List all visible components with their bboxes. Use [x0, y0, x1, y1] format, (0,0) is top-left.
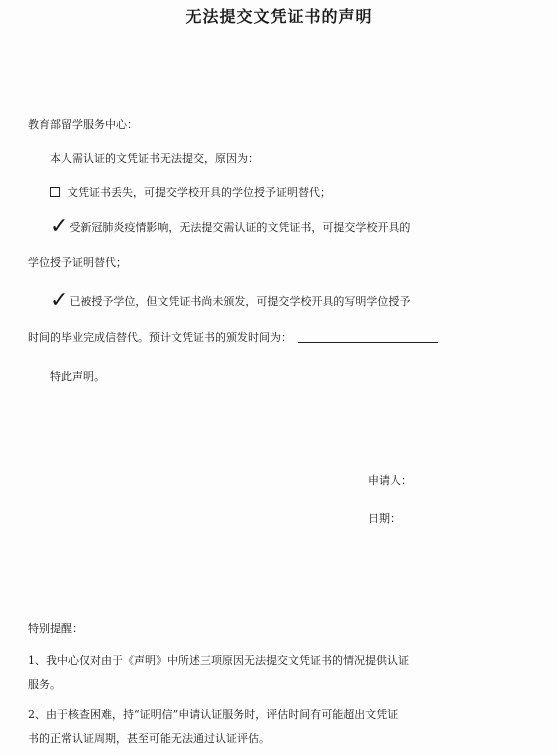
intro-line: 本人需认证的文凭证书无法提交，原因为： — [50, 152, 259, 165]
option-3-continuation-text: 时间的毕业完成信替代。预计文凭证书的颁发时间为： — [28, 331, 292, 344]
recipient-line: 教育部留学服务中心： — [28, 118, 138, 131]
notice-title: 特别提醒： — [28, 622, 83, 635]
option-3 — [50, 288, 411, 313]
document-title: 无法提交文凭证书的声明 — [185, 7, 373, 26]
option-2 — [50, 214, 411, 239]
closing-line: 特此声明。 — [50, 370, 105, 383]
option-1 — [50, 186, 331, 200]
option-2-text: 受新冠肺炎疫情影响，无法提交需认证的文凭证书，可提交学校开具的 — [69, 221, 411, 234]
checkmark-icon: ✓ — [50, 288, 69, 313]
option-2-continuation: 学位授予证明替代； — [28, 256, 127, 269]
option-3-text: 已被授予学位，但文凭证书尚未颁发，可提交学校开具的写明学位授予 — [69, 295, 411, 308]
checkmark-icon: ✓ — [50, 214, 69, 239]
issue-date-blank — [298, 330, 438, 343]
date-label: 日期： — [368, 512, 401, 525]
option-3-continuation — [28, 330, 438, 345]
applicant-label: 申请人： — [368, 474, 412, 487]
notice-item-1-line-1: 1、我中心仅对由于《声明》中所述三项原因无法提交文凭证书的情况提供认证 — [28, 654, 409, 667]
notice-item-1-line-2: 服务。 — [28, 678, 61, 691]
notice-item-2-line-1: 2、由于核查困难，持“证明信”申请认证服务时，评估时间有可能超出文凭证 — [28, 708, 399, 721]
checkbox-unchecked-icon — [50, 187, 60, 197]
notice-item-2-line-2: 书的正常认证周期，甚至可能无法通过认证评估。 — [28, 732, 270, 745]
option-1-text: 文凭证书丢失，可提交学校开具的学位授予证明替代； — [67, 186, 331, 199]
